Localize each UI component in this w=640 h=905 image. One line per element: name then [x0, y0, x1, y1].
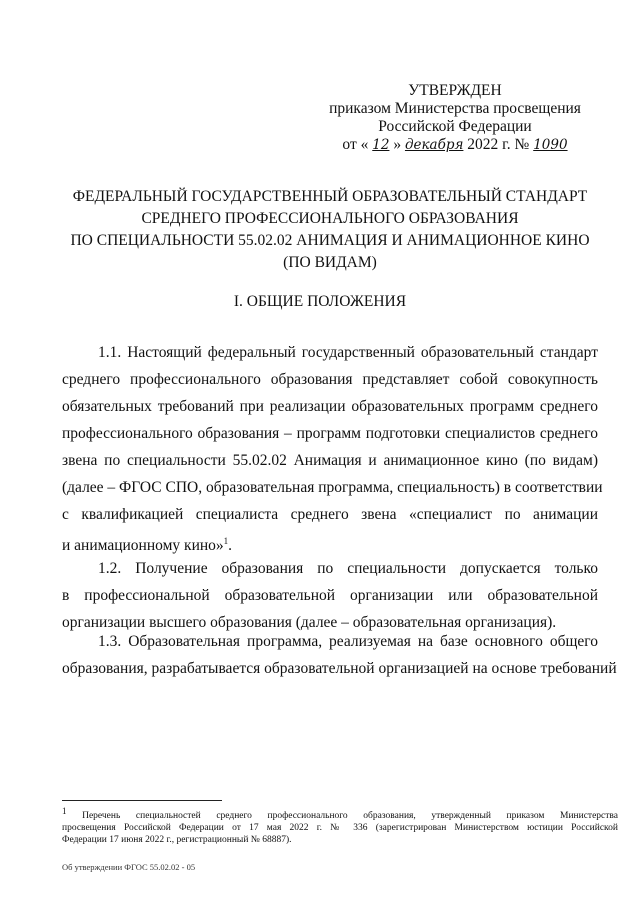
approval-block: [320, 82, 590, 154]
title-line-3: ПО СПЕЦИАЛЬНОСТИ 55.02.02 АНИМАЦИЯ И АНИМАЦИОННОЕ КИНО: [70, 232, 590, 249]
footnote-separator: [62, 800, 222, 801]
text-line: звена по специальности 55.02.02 Анимация и анимационное кино (по видам): [62, 452, 598, 469]
handwritten-month: декабря: [404, 137, 464, 153]
footnote: [62, 805, 618, 846]
document-title: [40, 186, 620, 274]
text-fragment: и анимационному кино»: [62, 537, 224, 555]
handwritten-day: 12: [372, 137, 390, 153]
text-line: образования, разрабатывается образовательной организацией на основе требований: [62, 660, 617, 677]
paragraph-1-3: [62, 628, 617, 682]
text-line: в профессиональной образовательной организации или образовательной: [62, 587, 598, 604]
title-line-1: ФЕДЕРАЛЬНЫЙ ГОСУДАРСТВЕННЫЙ ОБРАЗОВАТЕЛЬНЫЙ СТАНДАРТ: [72, 188, 588, 205]
paragraph-1-1: [62, 339, 603, 555]
footnote-line: просвещения Российской Федерации от 17 мая 2022 г. № 336 (зарегистрирован Министерством юстиции Российской: [62, 823, 618, 834]
text-line: (далее – ФГОС СПО, образовательная программа, специальность) в соответствии: [62, 479, 603, 496]
text-line: обязательных требований при реализации образовательных программ среднего: [62, 398, 598, 415]
text-line: организации высшего образования (далее – образовательная организация).: [62, 614, 557, 631]
text-line-last: [62, 528, 598, 555]
footnote-text: Перечень специальностей среднего профессионального образования, утвержденный приказом Министерства: [66, 811, 618, 822]
approval-country: Российской Федерации: [378, 118, 532, 135]
date-mid: »: [393, 136, 402, 153]
handwritten-number: 1090: [533, 137, 568, 153]
document-stamp: Об утверждении ФГОС 55.02.02 - 05: [62, 862, 196, 872]
paragraph-1-2: [62, 555, 598, 636]
footnote-reference: 1: [223, 536, 229, 546]
date-prefix: от «: [342, 136, 369, 153]
text-line: среднего профессионального образования представляет собой совокупность: [62, 371, 598, 388]
section-heading: I. ОБЩИЕ ПОЛОЖЕНИЯ: [233, 293, 407, 310]
date-year: 2022 г. №: [467, 136, 530, 153]
approval-date: [320, 136, 590, 154]
footnote-mark: 1: [62, 806, 67, 816]
text-fragment-end: .: [228, 537, 233, 555]
text-line: профессионального образования – программ подготовки специалистов среднего: [62, 425, 598, 442]
text-line: 1.3. Образовательная программа, реализуемая на базе основного общего: [98, 633, 598, 650]
approval-heading: УТВЕРЖДЕН: [408, 82, 502, 99]
text-line: с квалификацией специалиста среднего звена «специалист по анимации: [62, 506, 598, 523]
footnote-line: Федерации 17 июня 2022 г., регистрационный № 68887).: [62, 835, 292, 846]
approval-order: приказом Министерства просвещения: [329, 100, 581, 117]
text-line: 1.2. Получение образования по специальности допускается только: [98, 560, 598, 577]
text-line: 1.1. Настоящий федеральный государственный образовательный стандарт: [98, 344, 598, 361]
footnote-line: [62, 805, 618, 822]
title-line-4: (ПО ВИДАМ): [283, 254, 377, 271]
title-line-2: СРЕДНЕГО ПРОФЕССИОНАЛЬНОГО ОБРАЗОВАНИЯ: [141, 210, 519, 227]
